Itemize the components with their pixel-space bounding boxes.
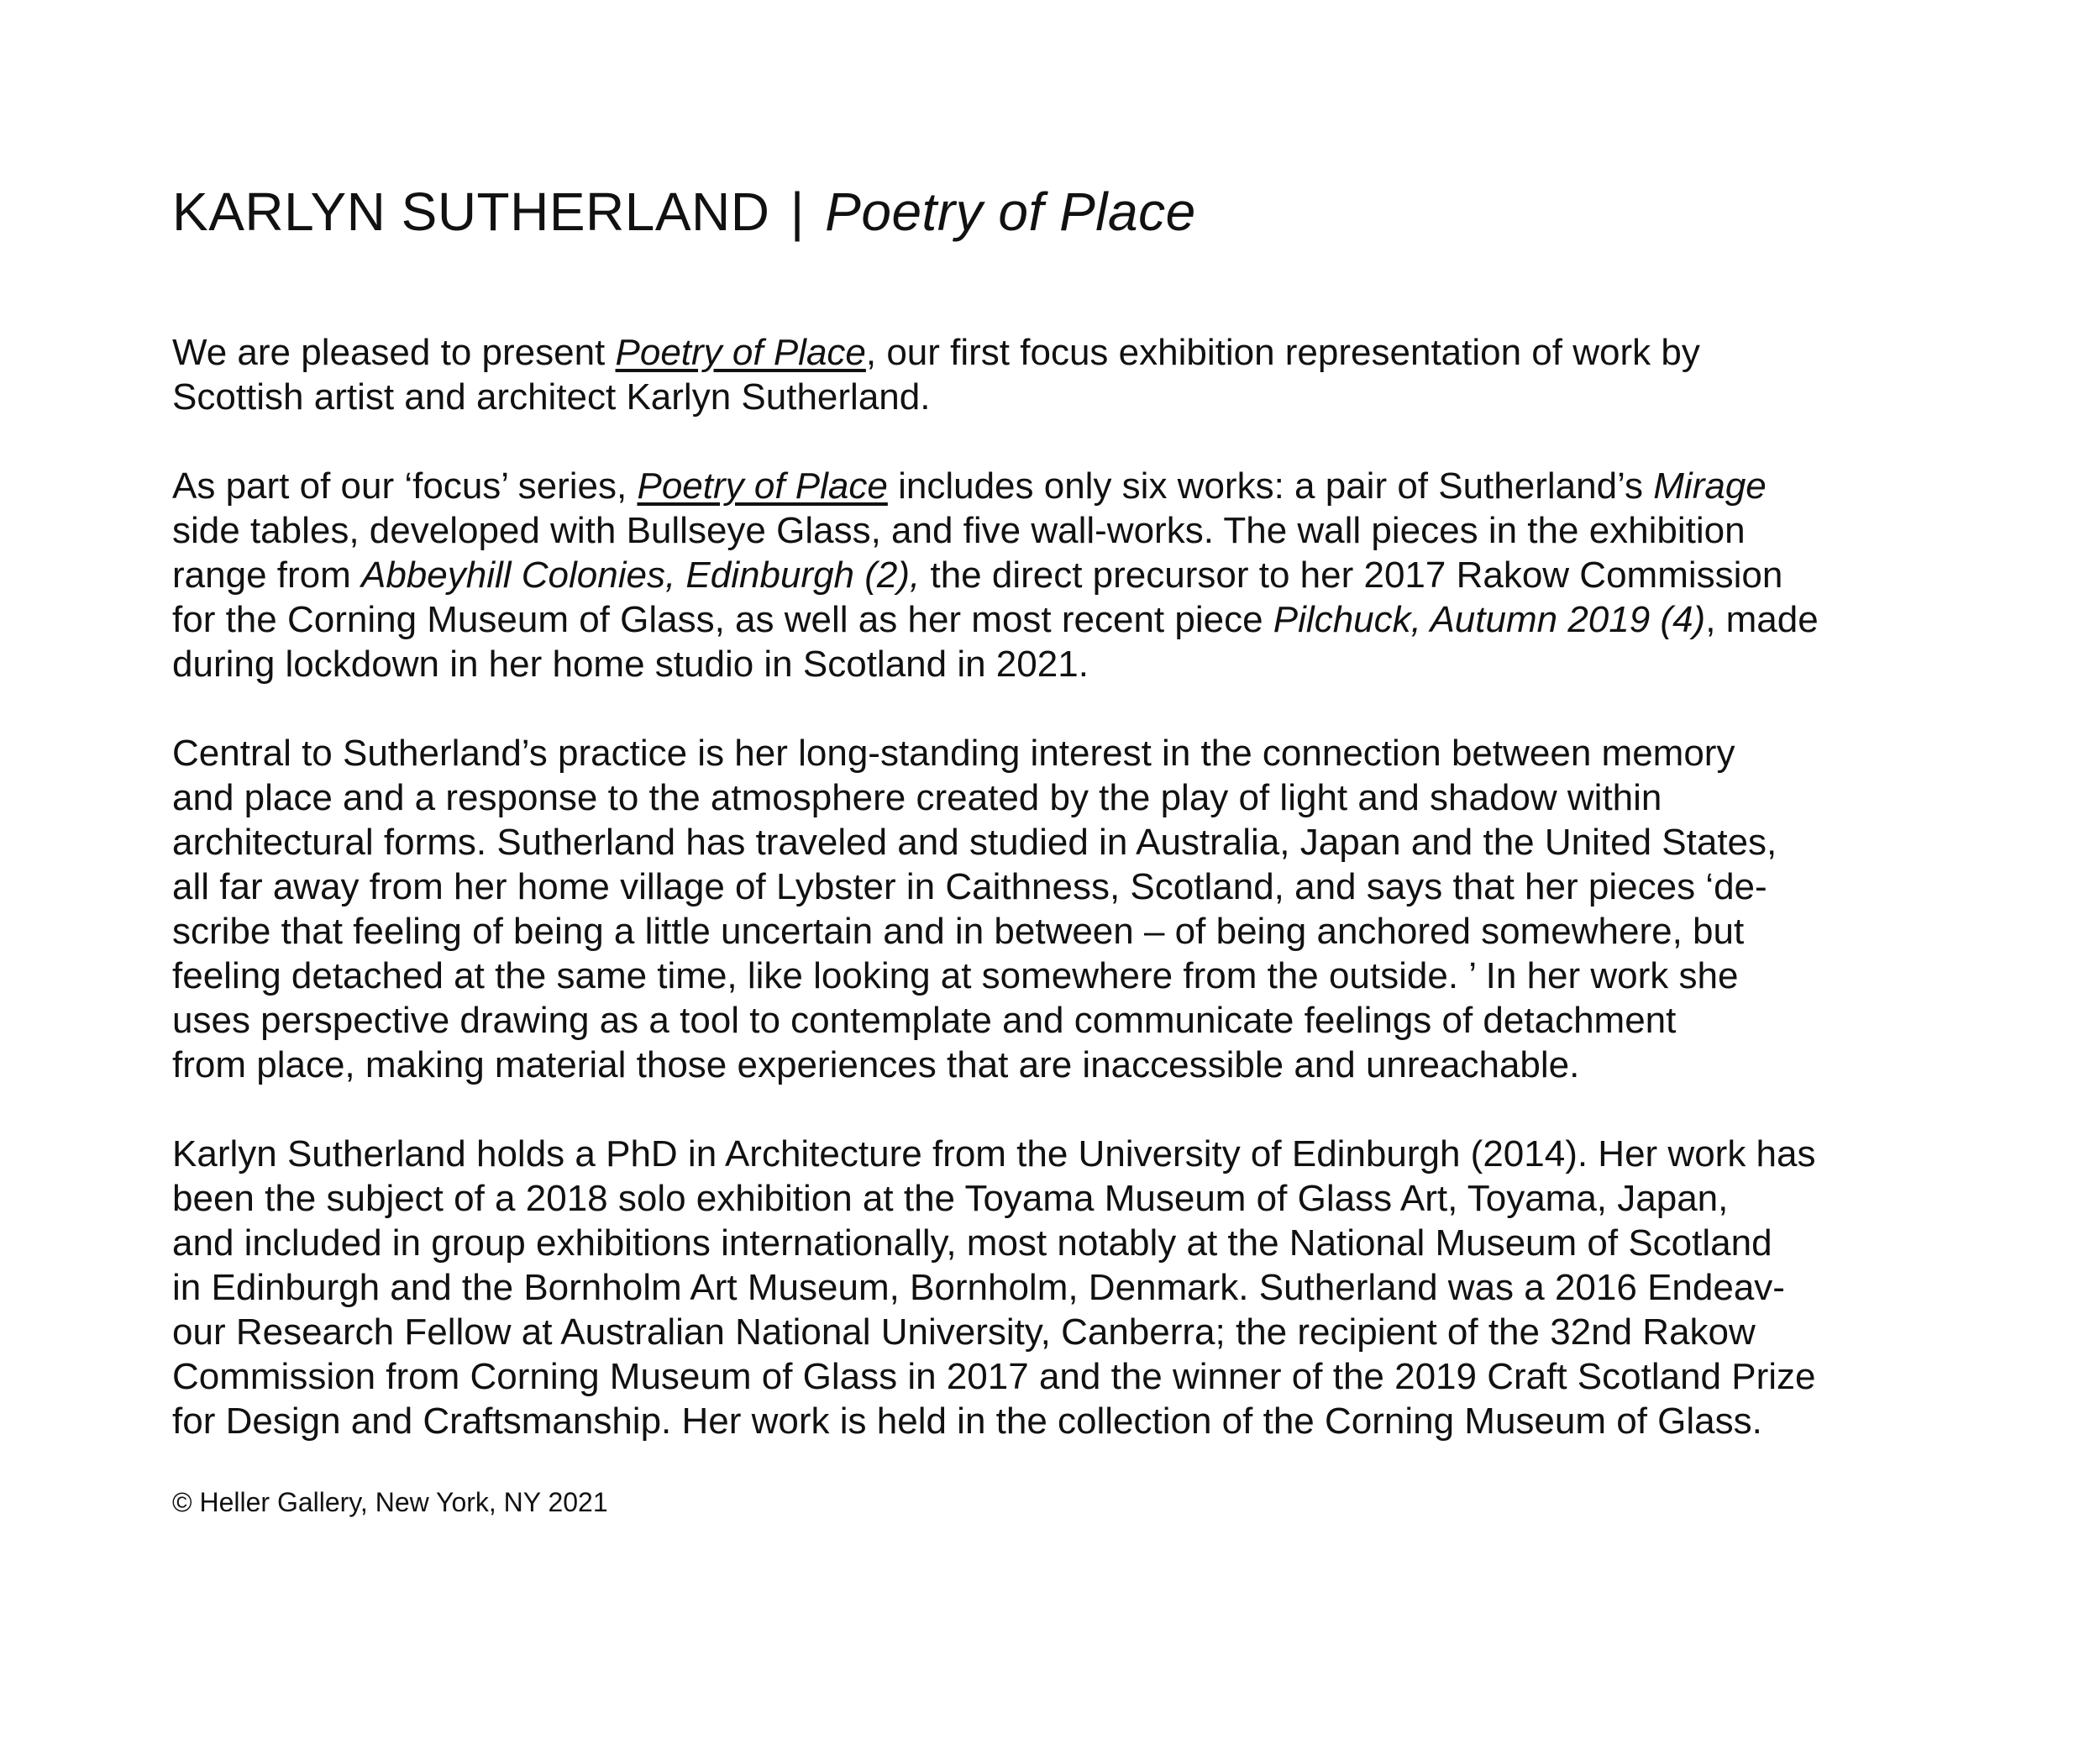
text-line <box>172 375 1961 419</box>
text-segment: scribe that feeling of being a little uncertain and in between – of being anchored somewhere, but <box>172 911 1745 952</box>
text-segment: Scottish artist and architect Karlyn Sutherland. <box>172 376 931 418</box>
text-line <box>172 553 1961 597</box>
text-line <box>172 998 1961 1043</box>
text-segment: during lockdown in her home studio in Scotland in 2021. <box>172 644 1089 685</box>
text-line <box>172 1043 1961 1087</box>
text-segment: , our first focus exhibition representation of work by <box>865 332 1700 373</box>
artwork-title: Mirage <box>1653 465 1767 507</box>
text-segment: uses perspective drawing as a tool to contemplate and communicate feelings of detachment <box>172 1000 1677 1041</box>
text-segment: our Research Fellow at Australian National University, Canberra; the recipient of the 32nd Rakow <box>172 1311 1756 1353</box>
text-segment: for the Corning Museum of Glass, as well as her most recent piece <box>172 599 1273 640</box>
exhibition-title-reference: Poetry of Place <box>615 332 866 373</box>
artist-name: KARLYN SUTHERLAND <box>172 181 770 242</box>
text-segment: side tables, developed with Bullseye Glass, and five wall-works. The wall pieces in the exhibition <box>172 510 1746 551</box>
body-text <box>172 330 1961 1488</box>
exhibition-title: Poetry of Place <box>825 181 1196 242</box>
text-segment: and place and a response to the atmosphere created by the play of light and shadow within <box>172 777 1662 818</box>
page-title <box>172 178 1196 245</box>
text-segment: been the subject of a 2018 solo exhibition at the Toyama Museum of Glass Art, Toyama, Japan, <box>172 1178 1729 1219</box>
text-segment: Karlyn Sutherland holds a PhD in Architecture from the University of Edinburgh (2014). Her work has <box>172 1133 1816 1175</box>
text-segment: , made <box>1705 599 1819 640</box>
text-line <box>172 330 1961 375</box>
text-segment: Commission from Corning Museum of Glass in 2017 and the winner of the 2019 Craft Scotland Prize <box>172 1356 1816 1397</box>
text-line <box>172 597 1961 642</box>
text-segment: and included in group exhibitions internationally, most notably at the National Museum of Scotland <box>172 1222 1772 1264</box>
text-line <box>172 1354 1961 1399</box>
text-line <box>172 731 1961 775</box>
paragraph-4 <box>172 1132 1961 1443</box>
text-segment: We are pleased to present <box>172 332 616 373</box>
title-separator: | <box>790 181 805 242</box>
artwork-title: Abbeyhill Colonies, Edinburgh (2), <box>360 554 921 596</box>
paragraph-3 <box>172 731 1961 1087</box>
text-line <box>172 464 1961 508</box>
copyright-notice: © Heller Gallery, New York, NY 2021 <box>172 1487 608 1517</box>
text-segment: feeling detached at the same time, like looking at somewhere from the outside. ’ In her work she <box>172 955 1739 996</box>
text-line <box>172 864 1961 909</box>
text-line <box>172 1132 1961 1176</box>
text-line <box>172 1176 1961 1221</box>
text-segment: includes only six works: a pair of Sutherland’s <box>887 465 1654 507</box>
text-segment: from place, making material those experiences that are inaccessible and unreachable. <box>172 1044 1580 1085</box>
text-line <box>172 909 1961 954</box>
text-segment: in Edinburgh and the Bornholm Art Museum, Bornholm, Denmark. Sutherland was a 2016 Endeav- <box>172 1267 1785 1308</box>
paragraph-1 <box>172 330 1961 419</box>
text-line <box>172 1399 1961 1443</box>
text-segment: the direct precursor to her 2017 Rakow Commission <box>920 554 1783 596</box>
text-line <box>172 1265 1961 1310</box>
artwork-title: Pilchuck, Autumn 2019 (4) <box>1273 599 1706 640</box>
text-segment: Central to Sutherland’s practice is her long-standing interest in the connection between memory <box>172 733 1735 774</box>
text-line <box>172 775 1961 820</box>
paragraph-2 <box>172 464 1961 686</box>
text-line <box>172 642 1961 686</box>
text-segment: architectural forms. Sutherland has traveled and studied in Australia, Japan and the United States, <box>172 822 1777 863</box>
text-line <box>172 508 1961 553</box>
text-segment: all far away from her home village of Lybster in Caithness, Scotland, and says that her pieces ‘de- <box>172 866 1767 907</box>
text-line <box>172 820 1961 864</box>
text-segment: for Design and Craftsmanship. Her work is held in the collection of the Corning Museum of Glass. <box>172 1401 1762 1442</box>
text-line <box>172 1310 1961 1354</box>
text-segment: As part of our ‘focus’ series, <box>172 465 638 507</box>
text-line <box>172 1221 1961 1265</box>
text-line <box>172 954 1961 998</box>
exhibition-title-reference: Poetry of Place <box>637 465 888 507</box>
text-segment: range from <box>172 554 361 596</box>
